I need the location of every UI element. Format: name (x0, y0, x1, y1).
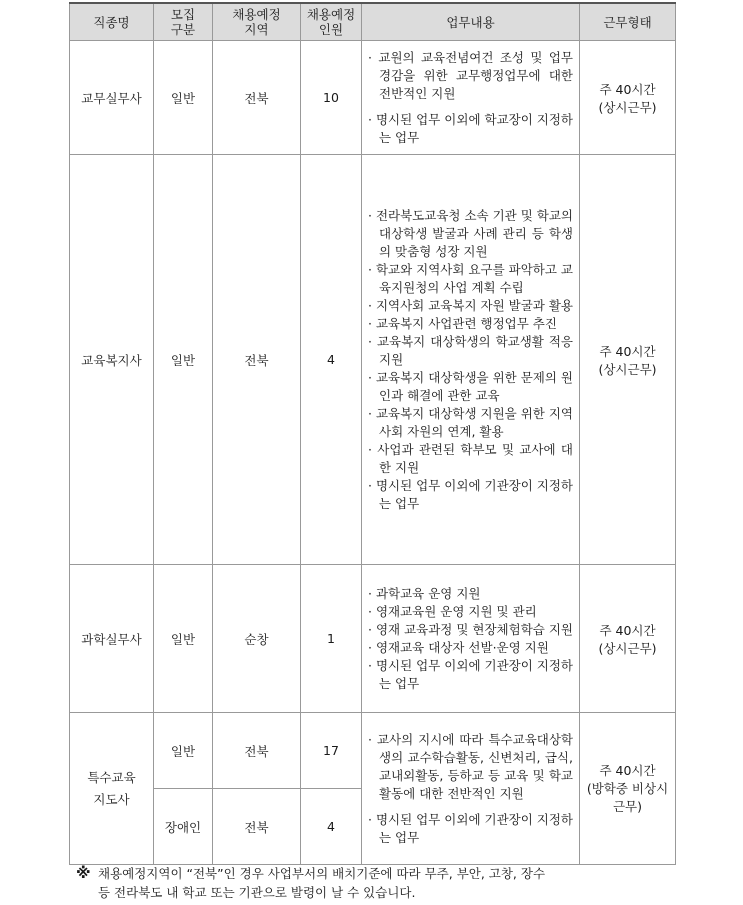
duty-list (362, 565, 580, 713)
header-work: 근무형태 (580, 3, 676, 41)
region: 전북 (213, 41, 301, 155)
duty-item: · 명시된 업무 이외에 기관장이 지정하는 업무 (368, 477, 573, 511)
headcount: 1 (301, 565, 362, 713)
recruit-type: 일반 (154, 713, 213, 789)
work-type: 주 40시간 (상시근무) (580, 155, 676, 565)
duty-item: · 전라북도교육청 소속 기관 및 학교의 대상학생 발굴과 사례 관리 등 학생의 맞춤형 성장 지원 (368, 207, 573, 259)
table-row (70, 155, 676, 565)
job-name: 과학실무사 (70, 565, 154, 713)
recruit-type: 일반 (154, 41, 213, 155)
region: 전북 (213, 155, 301, 565)
duty-item: · 과학교육 운영 지원 (368, 585, 481, 601)
footnote-line: 채용예정지역이 “전북”인 경우 사업부서의 배치기준에 따라 무주, 부안, 고창, 장수 (98, 866, 546, 881)
duty-list (362, 713, 580, 865)
table-row (70, 41, 676, 155)
duty-item: · 사업과 관련된 학부모 및 교사에 대한 지원 (368, 441, 573, 475)
recruit-type: 일반 (154, 565, 213, 713)
recruitment-table (69, 2, 676, 865)
work-type: 주 40시간 (상시근무) (580, 565, 676, 713)
headcount: 4 (301, 789, 362, 865)
header-type: 모집 구분 (154, 3, 213, 41)
duty-item: · 교원의 교육전념여건 조성 및 업무 경감을 위한 교무행정업무에 대한 전반적인 지원 (368, 49, 573, 101)
job-name: 특수교육 지도사 (70, 713, 154, 865)
region: 순창 (213, 565, 301, 713)
duty-item: · 교육복지 대상학생 지원을 위한 지역사회 자원의 연계, 활용 (368, 405, 573, 439)
headcount: 17 (301, 713, 362, 789)
duty-item: · 학교와 지역사회 요구를 파악하고 교육지원청의 사업 계획 수립 (368, 261, 573, 295)
headcount: 4 (301, 155, 362, 565)
footnote (76, 864, 676, 902)
header-duty: 업무내용 (362, 3, 580, 41)
duty-item: · 명시된 업무 이외에 기관장이 지정하는 업무 (368, 657, 573, 691)
work-type: 주 40시간 (상시근무) (580, 41, 676, 155)
duty-item: · 영재교육 대상자 선발·운영 지원 (368, 639, 549, 655)
duty-list (362, 41, 580, 155)
duty-list (362, 155, 580, 565)
table-row (70, 713, 676, 789)
recruit-type: 장애인 (154, 789, 213, 865)
duty-item: · 명시된 업무 이외에 학교장이 지정하는 업무 (368, 111, 573, 145)
job-name: 교육복지사 (70, 155, 154, 565)
duty-item: · 교육복지 사업관련 행정업무 추진 (368, 315, 557, 331)
duty-item: · 영재 교육과정 및 현장체험학습 지원 (368, 621, 573, 637)
duty-item: · 영재교육원 운영 지원 및 관리 (368, 603, 537, 619)
duty-item: · 교육복지 대상학생의 학교생활 적응 지원 (368, 333, 573, 367)
footnote-line: 등 전라북도 내 학교 또는 기관으로 발령이 날 수 있습니다. (98, 885, 416, 900)
table-row (70, 565, 676, 713)
duty-item: · 교사의 지시에 따라 특수교육대상학생의 교수학습활동, 신변처리, 급식, 교내외활동, 등하교 등 교육 및 학교활동에 대한 전반적인 지원 (368, 731, 573, 801)
header-job: 직종명 (70, 3, 154, 41)
recruit-type: 일반 (154, 155, 213, 565)
duty-item: · 지역사회 교육복지 자원 발굴과 활용 (368, 297, 573, 313)
header-row (70, 3, 676, 41)
header-count: 채용예정 인원 (301, 3, 362, 41)
region: 전북 (213, 789, 301, 865)
job-name: 교무실무사 (70, 41, 154, 155)
duty-item: · 명시된 업무 이외에 기관장이 지정하는 업무 (368, 811, 573, 845)
duty-item: · 교육복지 대상학생을 위한 문제의 원인과 해결에 관한 교육 (368, 369, 573, 403)
header-region: 채용예정 지역 (213, 3, 301, 41)
region: 전북 (213, 713, 301, 789)
work-type: 주 40시간 (방학중 비상시 근무) (580, 713, 676, 865)
headcount: 10 (301, 41, 362, 155)
reference-mark: ※ (76, 864, 91, 882)
